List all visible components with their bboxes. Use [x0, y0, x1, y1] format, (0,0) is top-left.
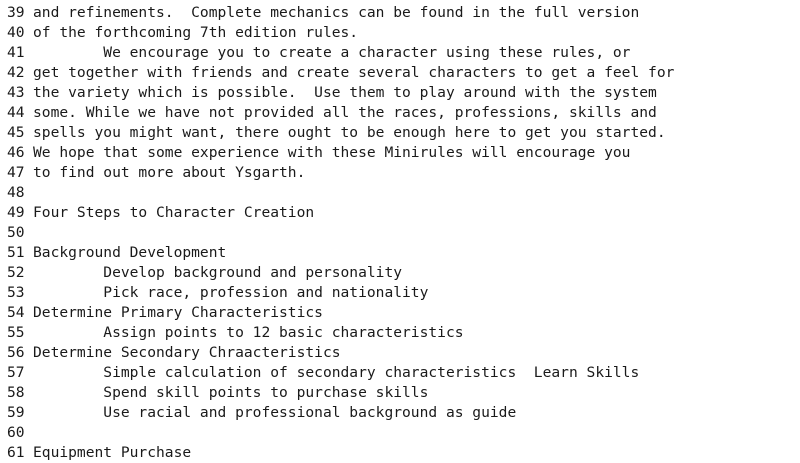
editor-line[interactable] [0, 423, 800, 443]
editor-line[interactable] [0, 203, 800, 223]
line-number: 61 [7, 444, 25, 461]
line-text[interactable]: Pick race, profession and nationality [33, 284, 429, 301]
line-text[interactable]: Background Development [33, 244, 227, 261]
line-number: 48 [7, 184, 25, 201]
editor-line[interactable] [0, 143, 800, 163]
line-text[interactable]: of the forthcoming 7th edition rules. [33, 24, 359, 41]
line-number: 47 [7, 164, 25, 181]
line-text[interactable] [33, 223, 800, 243]
editor-line[interactable] [0, 443, 800, 463]
editor-line[interactable] [0, 383, 800, 403]
line-text[interactable]: Simple calculation of secondary characteristics Learn Skills [33, 364, 640, 381]
line-number: 54 [7, 304, 25, 321]
line-number: 60 [7, 424, 25, 441]
editor-line[interactable] [0, 263, 800, 283]
line-text[interactable] [33, 423, 800, 443]
line-number: 45 [7, 124, 25, 141]
line-text[interactable]: Four Steps to Character Creation [33, 204, 315, 221]
line-number: 49 [7, 204, 25, 221]
line-text[interactable]: Equipment Purchase [33, 444, 192, 461]
editor-right-edge [792, 0, 800, 450]
line-text[interactable]: Determine Primary Characteristics [33, 304, 323, 321]
editor-line[interactable] [0, 83, 800, 103]
editor-line[interactable] [0, 343, 800, 363]
editor-line[interactable] [0, 223, 800, 243]
line-number: 40 [7, 24, 25, 41]
editor-line[interactable] [0, 63, 800, 83]
line-number: 59 [7, 404, 25, 421]
line-text[interactable]: and refinements. Complete mechanics can be found in the full version [33, 4, 640, 21]
line-text[interactable]: Develop background and personality [33, 264, 403, 281]
line-text[interactable]: spells you might want, there ought to be enough here to get you started. [33, 124, 666, 141]
line-text[interactable]: We hope that some experience with these Minirules will encourage you [33, 144, 631, 161]
line-number: 43 [7, 84, 25, 101]
editor-line[interactable] [0, 43, 800, 63]
line-text[interactable]: Spend skill points to purchase skills [33, 384, 429, 401]
line-text[interactable]: get together with friends and create several characters to get a feel for [33, 64, 675, 81]
editor-line[interactable] [0, 243, 800, 263]
line-number: 46 [7, 144, 25, 161]
line-number: 41 [7, 44, 25, 61]
line-text[interactable]: the variety which is possible. Use them to play around with the system [33, 84, 657, 101]
editor-line[interactable] [0, 363, 800, 383]
line-text[interactable]: We encourage you to create a character using these rules, or [33, 44, 631, 61]
line-number: 53 [7, 284, 25, 301]
line-number: 51 [7, 244, 25, 261]
line-text[interactable]: Assign points to 12 basic characteristics [33, 324, 464, 341]
editor-lines [0, 3, 800, 463]
line-number: 39 [7, 4, 25, 21]
editor-line[interactable] [0, 283, 800, 303]
line-text[interactable]: Use racial and professional background as guide [33, 404, 517, 421]
line-text[interactable]: some. While we have not provided all the races, professions, skills and [33, 104, 657, 121]
line-text[interactable] [33, 183, 800, 203]
line-text[interactable]: to find out more about Ysgarth. [33, 164, 306, 181]
editor-line[interactable] [0, 123, 800, 143]
line-number: 50 [7, 224, 25, 241]
editor-line[interactable] [0, 3, 800, 23]
line-number: 55 [7, 324, 25, 341]
editor-line[interactable] [0, 163, 800, 183]
line-number: 56 [7, 344, 25, 361]
line-number: 58 [7, 384, 25, 401]
editor-line[interactable] [0, 303, 800, 323]
editor-line[interactable] [0, 183, 800, 203]
editor-line[interactable] [0, 323, 800, 343]
editor-line[interactable] [0, 23, 800, 43]
line-number: 57 [7, 364, 25, 381]
editor-line[interactable] [0, 103, 800, 123]
line-text[interactable]: Determine Secondary Chraacteristics [33, 344, 341, 361]
editor-line[interactable] [0, 403, 800, 423]
line-number: 42 [7, 64, 25, 81]
line-number: 52 [7, 264, 25, 281]
line-number: 44 [7, 104, 25, 121]
